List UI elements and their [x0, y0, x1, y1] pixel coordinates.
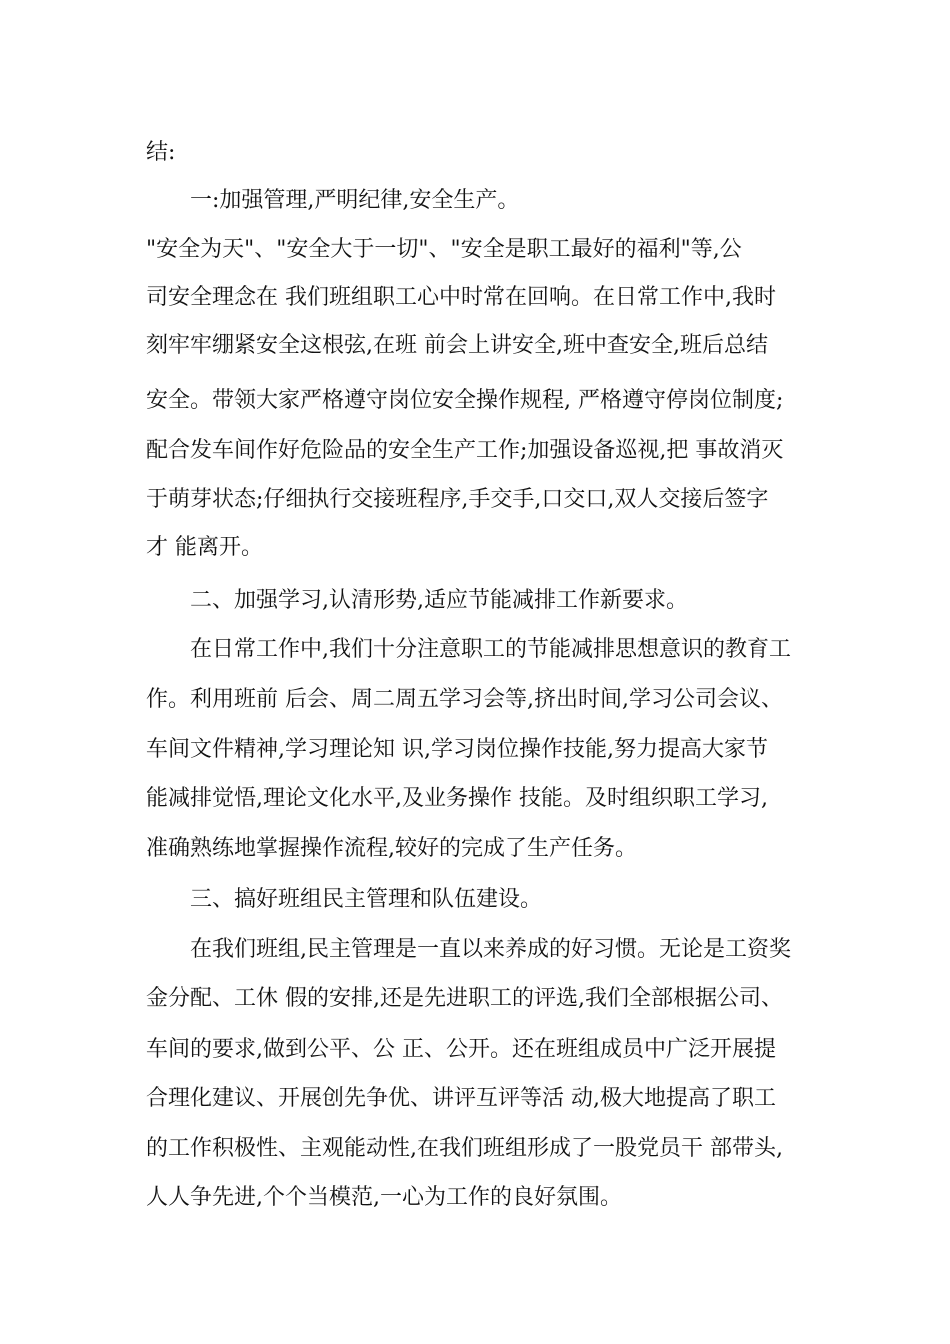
- text-line-21: 的工作积极性、主观能动性,在我们班组形成了一股党员干 部带头,: [146, 1136, 783, 1161]
- text-line-17: 在我们班组,民主管理是一直以来养成的好习惯。无论是工资奖: [190, 937, 791, 962]
- document-page: [146, 0, 810, 1344]
- text-line-9: 才 能离开。: [146, 535, 263, 560]
- text-line-5: 刻牢牢绷紧安全这根弦,在班 前会上讲安全,班中查安全,班后总结: [146, 333, 768, 358]
- text-line-18: 金分配、工休 假的安排,还是先进职工的评选,我们全部根据公司、: [146, 986, 783, 1011]
- text-line-7: 配合发车间作好危险品的安全生产工作;加强设备巡视,把 事故消灭: [146, 438, 784, 463]
- heading-1: 一:加强管理,严明纪律,安全生产。: [190, 188, 520, 213]
- text-line-22: 人人争先进,个个当模范,一心为工作的良好氛围。: [146, 1185, 622, 1210]
- text-line-20: 合理化建议、开展创先争优、讲评互评等活 动,极大地提高了职工: [146, 1086, 776, 1111]
- text-line-1: 结:: [146, 140, 176, 165]
- heading-2: 二、加强学习,认清形势,适应节能减排工作新要求。: [190, 588, 688, 613]
- heading-3: 三、搞好班组民主管理和队伍建设。: [190, 887, 543, 912]
- text-line-19: 车间的要求,做到公平、公 正、公开。还在班组成员中广泛开展提: [146, 1037, 776, 1062]
- text-line-6: 安全。带领大家严格遵守岗位安全操作规程, 严格遵守停岗位制度;: [146, 388, 784, 413]
- text-line-3: "安全为天"、"安全大于一切"、"安全是职工最好的福利"等,公: [146, 237, 742, 262]
- text-line-12: 作。利用班前 后会、周二周五学习会等,挤出时间,学习公司会议、: [146, 687, 783, 712]
- text-line-13: 车间文件精神,学习理论知 识,学习岗位操作技能,努力提高大家节: [146, 737, 768, 762]
- text-line-8: 于萌芽状态;仔细执行交接班程序,手交手,口交口,双人交接后签字: [146, 487, 769, 512]
- text-line-14: 能减排觉悟,理论文化水平,及业务操作 技能。及时组织职工学习,: [146, 786, 768, 811]
- text-line-11: 在日常工作中,我们十分注意职工的节能减排思想意识的教育工: [190, 637, 791, 662]
- text-line-4: 司安全理念在 我们班组职工心中时常在回响。在日常工作中,我时: [146, 285, 776, 310]
- text-line-15: 准确熟练地掌握操作流程,较好的完成了生产任务。: [146, 836, 637, 861]
